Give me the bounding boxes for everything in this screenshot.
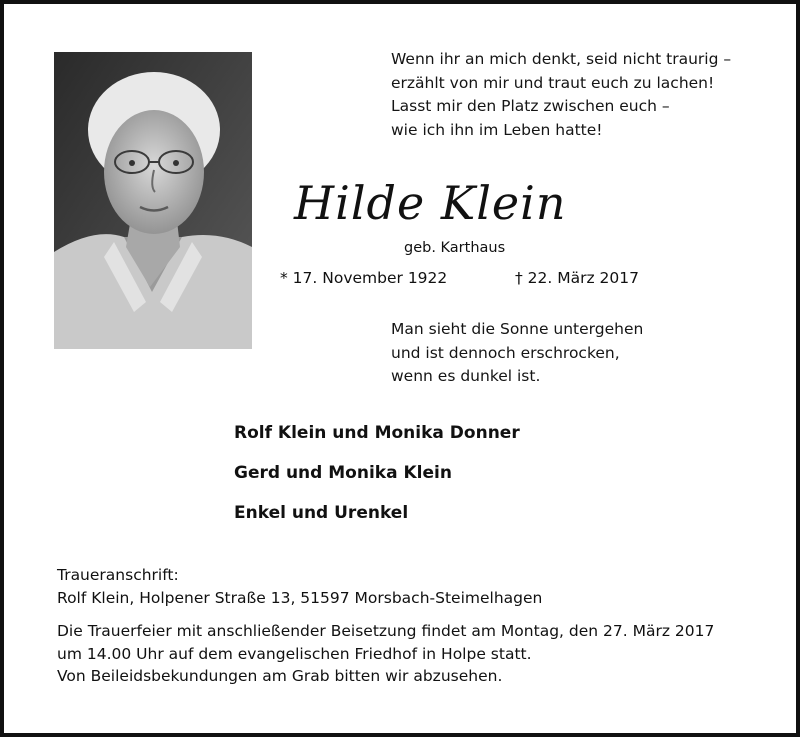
deceased-name: Hilde Klein <box>294 176 567 230</box>
death-date: † 22. März 2017 <box>515 269 640 287</box>
ceremony-line: um 14.00 Uhr auf dem evangelischen Friedhof in Holpe statt. <box>57 644 532 663</box>
poem-top <box>391 48 731 142</box>
poem-middle-line: Man sieht die Sonne untergehen <box>391 320 644 338</box>
poem-top-line: erzählt von mir und traut euch zu lachen! <box>391 73 715 92</box>
ceremony-line: Die Trauerfeier mit anschließender Beisetzung findet am Montag, den 27. März 2017 <box>57 622 715 640</box>
footer-info <box>57 564 714 688</box>
birth-date: * 17. November 1922 <box>280 269 448 287</box>
portrait-photo <box>54 52 252 349</box>
mourner-entry: Gerd und Monika Klein <box>234 463 452 483</box>
address-label: Traueranschrift: <box>57 566 179 584</box>
address-line: Rolf Klein, Holpener Straße 13, 51597 Morsbach-Steimelhagen <box>57 588 543 607</box>
maiden-name: geb. Karthaus <box>404 240 506 256</box>
mourner-entry: Rolf Klein und Monika Donner <box>234 423 520 443</box>
poem-middle-line: und ist dennoch erschrocken, <box>391 343 620 362</box>
spacer <box>57 609 714 620</box>
mourners-list <box>234 423 520 543</box>
poem-middle-line: wenn es dunkel ist. <box>391 367 541 385</box>
poem-middle <box>391 318 643 389</box>
ceremony-line: Von Beileidsbekundungen am Grab bitten wir abzusehen. <box>57 667 503 685</box>
poem-top-line: Wenn ihr an mich denkt, seid nicht traurig – <box>391 50 732 68</box>
poem-top-line: wie ich ihn im Leben hatte! <box>391 120 603 139</box>
mourner-entry: Enkel und Urenkel <box>234 503 409 523</box>
poem-top-line: Lasst mir den Platz zwischen euch – <box>391 97 670 115</box>
portrait-image <box>54 52 252 349</box>
